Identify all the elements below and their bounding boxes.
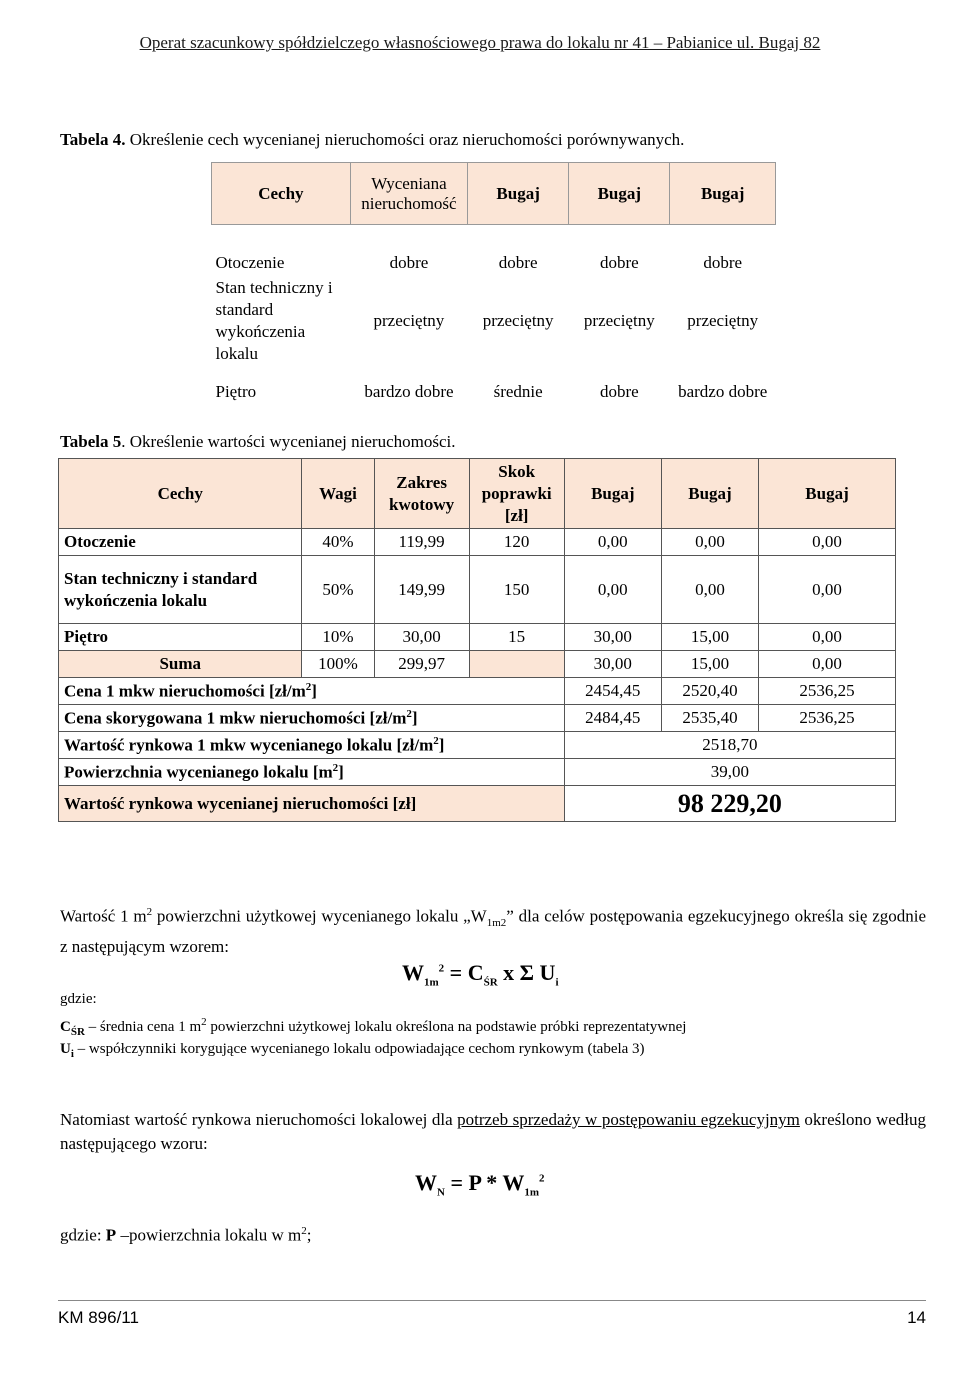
table-row [212,367,776,417]
table4 [211,162,776,417]
t4-header-cell: Wyceniana nieruchomość [350,163,467,225]
t5-header-cell: Zakres kwotowy [374,459,469,529]
text: Wartość 1 m [60,906,147,926]
underlined-text: potrzeb sprzedaży w postępowaniu egzekucyjnym [457,1110,800,1129]
table-cell: dobre [703,252,743,272]
final-value-row [59,786,896,822]
footer-divider [58,1300,926,1301]
formula-part: = C [444,960,484,985]
table-cell: 50% [302,556,374,624]
table-cell: 2454,45 [564,678,661,705]
subscript: 1m2 [486,917,507,930]
table-cell: Wartość rynkowa wycenianej nieruchomości [zł] [59,786,565,822]
t5-header-cell: Wagi [302,459,374,529]
table-cell: Stan techniczny i standard wykończenia lokalu [215,277,333,363]
subscript: ŚR [70,1026,85,1038]
spacer [212,225,776,251]
table5-caption-text: . Określenie wartości wycenianej nieruchomości. [121,432,456,451]
superscript: 2 [438,962,445,975]
where-label: gdzie: [60,991,97,1007]
superscript: 2 [433,734,439,747]
paragraph-1 [60,900,926,959]
row-label: Cena 1 mkw nieruchomości [zł/m [64,681,306,701]
table-cell: przeciętny [373,310,445,330]
table-cell [469,651,564,678]
row-label: Cena skorygowana 1 mkw nieruchomości [zł/m [64,708,407,728]
superscript: 2 [305,680,312,693]
market-value-row [59,732,896,759]
formula-2 [415,1170,545,1198]
superscript: 2 [539,1172,545,1185]
table-cell: 0,00 [564,556,661,624]
area-row [59,759,896,786]
table-cell: dobre [389,252,429,272]
definition-2 [60,1041,645,1060]
table-cell: 15 [469,624,564,651]
text: ” dla celów postępowania egzekucyjnego określa się zgodnie z następującym wzorem: [60,906,927,957]
table-cell: 0,00 [759,624,896,651]
table-cell: 2520,40 [661,678,758,705]
table-cell: średnie [493,381,543,401]
table4-caption [60,130,684,150]
table-cell: przeciętny [583,310,655,330]
row-label: Wartość rynkowa 1 mkw wycenianego lokalu [zł/m [64,735,434,755]
table-cell: 15,00 [661,651,758,678]
text: gdzie: [60,1225,106,1245]
table-cell: 119,99 [374,529,469,556]
table-cell: 2518,70 [564,732,895,759]
superscript: 2 [332,761,339,774]
subscript: N [437,1186,445,1199]
row-label-end: ] [438,735,445,755]
table-cell: 2536,25 [759,705,896,732]
table-row [59,624,896,651]
table-cell: 40% [302,529,374,556]
text: powierzchni użytkowej wycenianego lokalu „W [152,906,487,926]
table-cell: przeciętny [687,310,759,330]
table-cell: 2535,40 [661,705,758,732]
table-cell: 149,99 [374,556,469,624]
text: – współczynniki korygujące wycenianego lokalu odpowiadające cechom rynkowym (tabela 3) [73,1041,645,1057]
symbol: C [60,1019,71,1035]
text: ; [306,1225,312,1245]
table-cell: 2536,25 [759,678,896,705]
table-cell: Suma [59,651,302,678]
symbol: U [60,1041,71,1057]
superscript: 2 [146,906,153,918]
paragraph-2 [60,1108,926,1156]
t4-header-cell: Bugaj [468,163,569,225]
table-cell: dobre [498,252,538,272]
subscript: i [555,976,559,989]
text: powierzchni użytkowej lokalu określona na podstawie próbki reprezentatywnej [206,1019,687,1035]
table-row [59,556,896,624]
definition-p [60,1225,311,1246]
t5-header-cell: Bugaj [661,459,758,529]
corrected-row [59,705,896,732]
t5-header-cell: Skok poprawki [zł] [469,459,564,529]
table4-caption-text: Określenie cech wycenianej nieruchomości oraz nieruchomości porównywanych. [125,130,685,149]
table-cell: Stan techniczny i standard wykończenia lokalu [59,556,302,624]
table-cell: 0,00 [759,529,896,556]
formula-part: W [402,960,424,985]
subscript: ŚR [483,976,498,989]
subscript: 1m [524,1186,539,1199]
formula-part: = P * W [444,1170,525,1195]
table-cell: Otoczenie [215,252,285,272]
table-cell: 10% [302,624,374,651]
table-cell: 15,00 [661,624,758,651]
text: określono według następującego wzoru: [60,1110,926,1153]
table5-header-row [59,459,896,529]
formula-part: x Σ U [497,960,556,985]
table-cell: 30,00 [374,624,469,651]
table-row [59,529,896,556]
table-cell: 150 [469,556,564,624]
price-row [59,678,896,705]
table4-caption-label: Tabela 4. [60,130,126,149]
footer-left: KM 896/11 [58,1308,139,1327]
table-row [212,225,776,251]
text: – średnia cena 1 m [84,1019,202,1035]
row-label: Powierzchnia wycenianego lokalu [m [64,762,333,782]
t5-header-cell: Bugaj [564,459,661,529]
table5-caption-label: Tabela 5 [60,432,122,451]
table-cell: 2484,45 [564,705,661,732]
text: –powierzchnia lokalu w m [116,1225,302,1245]
subscript: 1m [424,976,439,989]
page-number: 14 [907,1308,926,1327]
table-row [212,275,776,367]
subscript: i [70,1048,74,1060]
text: Natomiast wartość rynkowa nieruchomości lokalowej dla [60,1110,458,1129]
table-cell: 0,00 [759,556,896,624]
superscript: 2 [301,1225,307,1237]
table-cell: 0,00 [661,529,758,556]
table-cell: 0,00 [564,529,661,556]
t4-header-cell: Bugaj [569,163,670,225]
page-header: Operat szacunkowy spółdzielczego własnościowego prawa do lokalu nr 41 – Pabianice ul. Bugaj 82 [139,33,821,52]
table-cell [59,705,565,732]
t4-header-cell: Cechy [212,163,351,225]
table-cell: dobre [599,252,639,272]
table-cell: bardzo dobre [364,381,454,401]
table-cell: 0,00 [661,556,758,624]
table-cell: 299,97 [374,651,469,678]
table-cell: Otoczenie [59,529,302,556]
formula-1 [402,960,559,988]
table-cell: 30,00 [564,624,661,651]
table-cell: 39,00 [564,759,895,786]
table-cell: 0,00 [759,651,896,678]
superscript: 2 [201,1016,207,1028]
symbol: P [105,1225,117,1245]
table-row [212,251,776,275]
table-cell: 100% [302,651,374,678]
table-cell: przeciętny [482,310,554,330]
sum-row [59,651,896,678]
table-cell: 120 [469,529,564,556]
row-label-end: ] [338,762,344,782]
table4-header-row [212,163,776,225]
table-cell [59,732,565,759]
table-cell: Piętro [215,381,257,401]
row-label-end: ] [311,681,317,701]
table-cell [59,759,565,786]
table5-caption [60,432,455,452]
table-cell: 30,00 [564,651,661,678]
definition-1 [60,1016,686,1038]
final-value: 98 229,20 [564,786,895,822]
t4-header-cell: Bugaj [670,163,776,225]
table-cell: dobre [599,381,639,401]
table-cell: Piętro [59,624,302,651]
table-cell: bardzo dobre [678,381,768,401]
formula-part: W [415,1170,437,1195]
table5 [58,458,896,822]
t5-header-cell: Cechy [59,459,302,529]
superscript: 2 [406,707,412,720]
table-cell [59,678,565,705]
row-label-end: ] [411,708,418,728]
t5-header-cell: Bugaj [759,459,896,529]
